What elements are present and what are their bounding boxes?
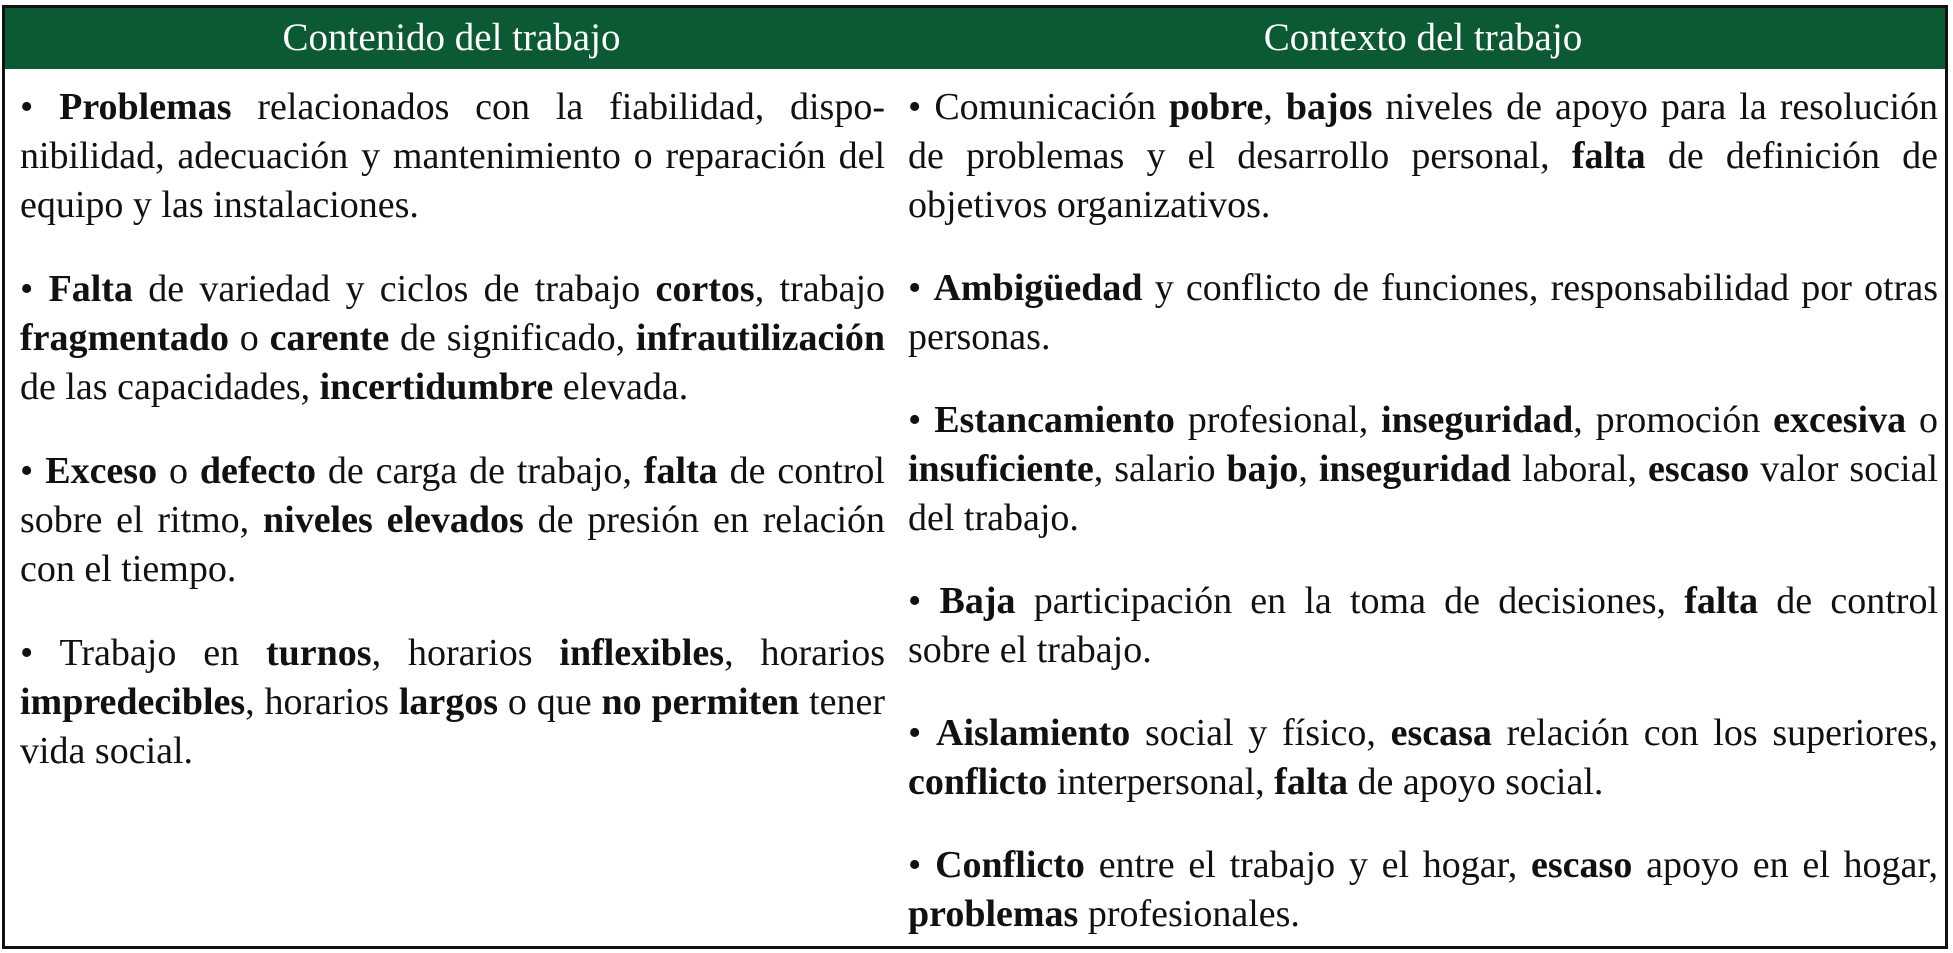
bold-text-run: turnos: [266, 632, 372, 674]
list-item: [908, 83, 1938, 230]
text-run: de significado,: [389, 317, 636, 359]
bullet-glyph: •: [908, 267, 934, 309]
text-run: tener vida social.: [20, 681, 885, 772]
bold-text-run: escaso: [1531, 844, 1633, 886]
text-run: de carga de trabajo,: [315, 450, 644, 492]
bold-text-run: Problemas: [59, 86, 232, 128]
bold-text-run: inflexibles: [559, 632, 725, 674]
header-job-context: Contexto del trabajo: [1263, 16, 1583, 59]
bold-text-run: infrautilización: [635, 317, 886, 359]
list-item: [20, 447, 885, 594]
bullet-glyph: •: [908, 399, 935, 441]
bold-text-run: fragmentado: [20, 317, 229, 359]
bullet-glyph: •: [908, 86, 935, 128]
bold-text-run: conflicto: [908, 761, 1048, 803]
text-run: niveles de apoyo para la resolución de problemas y el desarrollo personal,: [908, 86, 1938, 177]
text-run: de control sobre el ritmo,: [20, 450, 885, 541]
text-run: , salario: [1093, 448, 1227, 490]
text-run: de las capacidades,: [20, 366, 320, 408]
list-item: [908, 841, 1938, 939]
bullet-glyph: •: [20, 86, 60, 128]
text-run: social y físico,: [1130, 712, 1391, 754]
text-run: de control sobre el trabajo.: [908, 580, 1938, 671]
text-run: participación en la toma de decisiones,: [1015, 580, 1685, 622]
bold-text-run: Conflicto: [935, 844, 1085, 886]
list-item: [908, 264, 1938, 362]
text-run: relación con los superiores,: [1491, 712, 1938, 754]
text-run: profesionales.: [1078, 893, 1300, 935]
job-factors-table: [2, 5, 1948, 949]
list-item: [20, 83, 885, 230]
text-run: , horarios: [245, 681, 399, 723]
list-item: [908, 396, 1938, 543]
text-run: ,: [1298, 448, 1319, 490]
bold-text-run: Aislamiento: [936, 712, 1131, 754]
job-context-column: [908, 69, 1938, 946]
job-content-column: [20, 69, 885, 946]
bold-text-run: Ambigüedad: [933, 267, 1143, 309]
text-run: ,: [1263, 86, 1286, 128]
text-run: de presión en relación con el tiempo.: [20, 499, 886, 590]
header-job-content: Contenido del trabajo: [282, 16, 621, 59]
text-run: , promoción: [1573, 399, 1774, 441]
bold-text-run: no permiten: [601, 681, 800, 723]
bold-text-run: niveles elevados: [263, 499, 524, 541]
bold-text-run: impredecibles: [20, 681, 246, 723]
text-run: apoyo en el hogar,: [1632, 844, 1938, 886]
list-item: [20, 265, 885, 412]
bullet-glyph: •: [908, 712, 937, 754]
text-run: , horarios: [371, 632, 560, 674]
list-item: [20, 629, 885, 776]
bullet-glyph: •: [20, 632, 60, 674]
bullet-glyph: •: [908, 844, 936, 886]
bold-text-run: incertidumbre: [319, 366, 554, 408]
bold-text-run: defecto: [199, 450, 316, 492]
bold-text-run: Estancamiento: [934, 399, 1175, 441]
text-run: o: [157, 450, 200, 492]
bold-text-run: Baja: [939, 580, 1016, 622]
bold-text-run: problemas: [908, 893, 1079, 935]
bold-text-run: bajo: [1226, 448, 1299, 490]
text-run: valor social del trabajo.: [908, 448, 1938, 539]
bold-text-run: insuficiente: [908, 448, 1094, 490]
text-run: entre el trabajo y el hogar,: [1084, 844, 1532, 886]
bold-text-run: cortos: [655, 268, 755, 310]
text-run: interpersonal,: [1047, 761, 1275, 803]
bold-text-run: falta: [1274, 761, 1349, 803]
text-run: Trabajo en: [59, 632, 266, 674]
bold-text-run: bajos: [1285, 86, 1373, 128]
list-item: [908, 577, 1938, 675]
bold-text-run: inseguridad: [1318, 448, 1512, 490]
bullet-glyph: •: [20, 450, 46, 492]
bullet-glyph: •: [20, 268, 49, 310]
text-run: y conflicto de funciones, responsabilidad por otras personas.: [908, 267, 1938, 358]
list-item: [908, 709, 1938, 807]
text-run: o que: [498, 681, 602, 723]
bold-text-run: carente: [269, 317, 390, 359]
bold-text-run: Exceso: [45, 450, 158, 492]
text-run: relacionados con la fiabilidad, disponibilidad, adecuación y mantenimiento o reparación del equipo y las instalaciones.: [20, 86, 885, 226]
text-run: de variedad y ciclos de trabajo: [133, 268, 656, 310]
bold-text-run: escaso: [1648, 448, 1750, 490]
text-run: de definición de objetivos organizativos.: [908, 135, 1939, 226]
bold-text-run: falta: [643, 450, 718, 492]
text-run: de apoyo social.: [1348, 761, 1604, 803]
bold-text-run: inseguridad: [1381, 399, 1574, 441]
bold-text-run: escasa: [1390, 712, 1492, 754]
bold-text-run: falta: [1684, 580, 1759, 622]
bold-text-run: falta: [1571, 135, 1646, 177]
table-header-row: [5, 8, 1945, 69]
text-run: , horarios: [724, 632, 885, 674]
text-run: , trabajo: [754, 268, 885, 310]
bullet-glyph: •: [908, 580, 940, 622]
text-run: Comunicación: [934, 86, 1169, 128]
bold-text-run: pobre: [1168, 86, 1264, 128]
text-run: profesional,: [1174, 399, 1382, 441]
text-run: o: [1906, 399, 1939, 441]
bold-text-run: Falta: [48, 268, 134, 310]
bold-text-run: largos: [398, 681, 499, 723]
text-run: o: [228, 317, 270, 359]
text-run: elevada.: [553, 366, 689, 408]
text-run: laboral,: [1511, 448, 1648, 490]
bold-text-run: excesiva: [1773, 399, 1907, 441]
